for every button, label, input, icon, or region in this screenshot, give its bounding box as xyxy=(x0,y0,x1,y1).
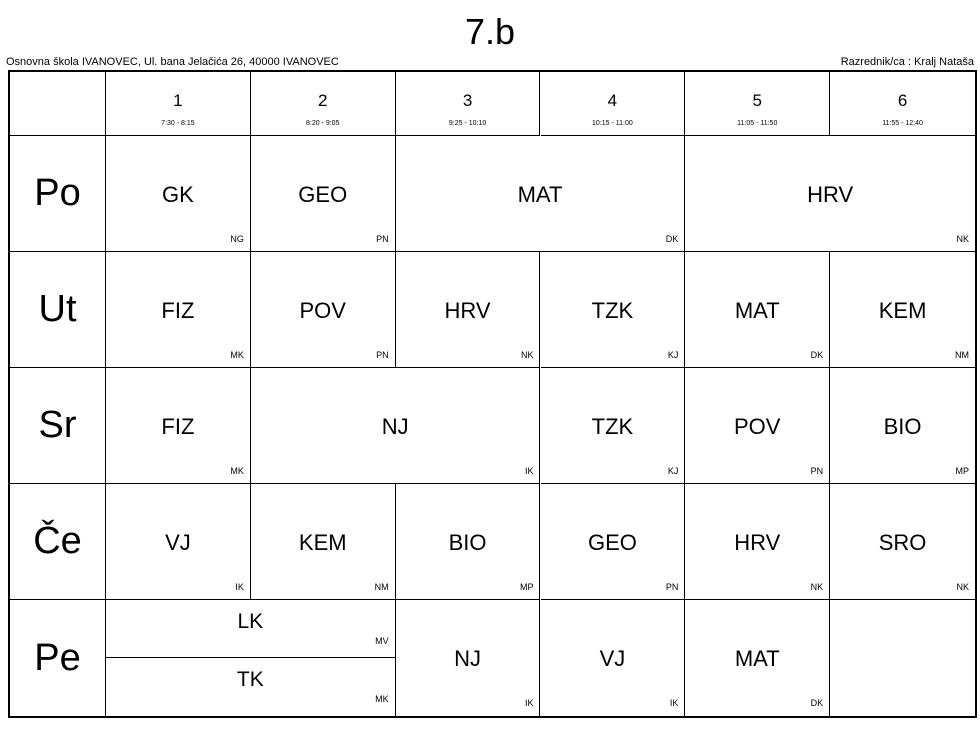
lesson-cell xyxy=(396,136,686,252)
period-number: 2 xyxy=(318,91,328,110)
lesson-cell xyxy=(685,136,975,252)
lesson-subject: HRV xyxy=(734,530,781,555)
period-number: 4 xyxy=(607,91,618,110)
lesson-subject: LK xyxy=(237,610,264,633)
lesson-subject: MAT xyxy=(734,646,780,671)
lesson-teacher: MP xyxy=(955,466,969,476)
lesson-teacher: NK xyxy=(520,350,534,360)
lesson-cell xyxy=(541,252,686,368)
lesson-cell xyxy=(685,600,830,716)
period-time: 8:20 - 9:05 xyxy=(306,120,340,127)
day-label-3: Če xyxy=(10,484,106,600)
lesson-cell xyxy=(541,368,686,484)
period-header-3 xyxy=(396,72,541,136)
lesson-cell xyxy=(541,600,686,716)
lesson-teacher: MP xyxy=(519,582,534,592)
lesson-cell xyxy=(106,252,251,368)
lesson-cell xyxy=(396,252,541,368)
lesson-teacher: DK xyxy=(810,350,824,360)
period-header-2 xyxy=(251,72,396,136)
lesson-teacher: KJ xyxy=(667,350,679,360)
lesson-cell xyxy=(106,136,251,252)
lesson-teacher: NK xyxy=(956,582,969,592)
lesson-cell xyxy=(251,136,396,252)
lesson-cell xyxy=(830,600,975,716)
lesson-subject: TZK xyxy=(591,414,634,439)
lesson-teacher: IK xyxy=(524,466,534,476)
period-header-6 xyxy=(830,72,975,136)
lesson-subject: MAT xyxy=(734,298,780,323)
school-name: Osnovna škola IVANOVEC, Ul. bana Jelačića 26, 40000 IVANOVEC xyxy=(6,56,339,68)
lesson-teacher: MK xyxy=(375,694,389,704)
lesson-teacher: PN xyxy=(376,350,389,360)
lesson-teacher: PN xyxy=(376,234,389,244)
period-time: 9:25 - 10:10 xyxy=(448,120,487,127)
lesson-subject: KEM xyxy=(878,298,927,323)
lesson-cell xyxy=(251,484,396,600)
header-corner xyxy=(10,72,106,136)
lesson-cell xyxy=(830,368,975,484)
lesson-subject: FIZ xyxy=(161,414,195,439)
class-title: 7.b xyxy=(464,11,516,52)
day-label-0: Po xyxy=(10,136,106,252)
lesson-cell xyxy=(685,368,830,484)
lesson-subject: VJ xyxy=(599,646,626,671)
lesson-subject: KEM xyxy=(298,530,347,555)
lesson-cell xyxy=(106,368,251,484)
period-header-4 xyxy=(541,72,686,136)
lesson-cell xyxy=(685,252,830,368)
lesson-subject: HRV xyxy=(444,298,491,323)
lesson-cell xyxy=(541,484,686,600)
lesson-teacher: IK xyxy=(235,582,244,592)
period-time: 11:55 - 12:40 xyxy=(882,120,923,127)
lesson-teacher: MK xyxy=(230,466,244,476)
period-number: 1 xyxy=(173,91,183,110)
period-time: 11:05 - 11:50 xyxy=(737,120,778,127)
lesson-teacher: MV xyxy=(375,636,389,646)
lesson-subject: BIO xyxy=(883,414,922,439)
lesson-subject: HRV xyxy=(807,182,854,207)
lesson-teacher: IK xyxy=(524,698,534,708)
period-number: 3 xyxy=(462,91,473,110)
lesson-cell xyxy=(251,368,541,484)
lesson-subject: BIO xyxy=(448,530,487,555)
lesson-subject: POV xyxy=(299,298,346,323)
lesson-subject: TK xyxy=(236,668,264,691)
lesson-cell xyxy=(251,252,396,368)
lesson-teacher: PN xyxy=(665,582,679,592)
lesson-teacher: KJ xyxy=(667,466,679,476)
period-time: 10:15 - 11:00 xyxy=(592,120,633,127)
day-label-4: Pe xyxy=(10,600,106,716)
lesson-subject: GK xyxy=(162,182,194,207)
lesson-subject: GEO xyxy=(298,182,348,207)
timetable-grid xyxy=(8,70,977,718)
period-header-1 xyxy=(106,72,251,136)
lesson-teacher: PN xyxy=(810,466,824,476)
lesson-subject: SRO xyxy=(878,530,927,555)
period-number: 6 xyxy=(897,91,908,110)
lesson-teacher: DK xyxy=(665,234,679,244)
lesson-subject: NJ xyxy=(454,646,482,671)
lesson-teacher: NK xyxy=(810,582,824,592)
lesson-teacher: NM xyxy=(374,582,389,592)
lesson-subject: TZK xyxy=(591,298,634,323)
lesson-teacher: MK xyxy=(230,350,244,360)
lesson-cell xyxy=(106,658,396,716)
lesson-teacher: NK xyxy=(956,234,969,244)
lesson-teacher: NM xyxy=(954,350,969,360)
lesson-subject: FIZ xyxy=(161,298,195,323)
lesson-cell xyxy=(396,600,541,716)
period-time: 7:30 - 8:15 xyxy=(161,120,195,127)
period-header-5 xyxy=(685,72,830,136)
lesson-cell xyxy=(830,484,975,600)
lesson-subject: MAT xyxy=(517,182,563,207)
homeroom-teacher: Razrednik/ca : Kralj Nataša xyxy=(840,56,974,68)
period-number: 5 xyxy=(752,91,762,110)
lesson-subject: GEO xyxy=(587,530,637,555)
lesson-subject: VJ xyxy=(165,530,191,555)
lesson-cell xyxy=(396,484,541,600)
lesson-cell xyxy=(106,484,251,600)
lesson-teacher: DK xyxy=(810,698,824,708)
lesson-cell xyxy=(106,600,396,658)
lesson-subject: NJ xyxy=(381,414,409,439)
day-label-2: Sr xyxy=(10,368,106,484)
lesson-cell xyxy=(685,484,830,600)
lesson-cell xyxy=(830,252,975,368)
day-label-1: Ut xyxy=(10,252,106,368)
lesson-subject: POV xyxy=(734,414,781,439)
lesson-teacher: IK xyxy=(669,698,679,708)
lesson-teacher: NG xyxy=(230,234,244,244)
